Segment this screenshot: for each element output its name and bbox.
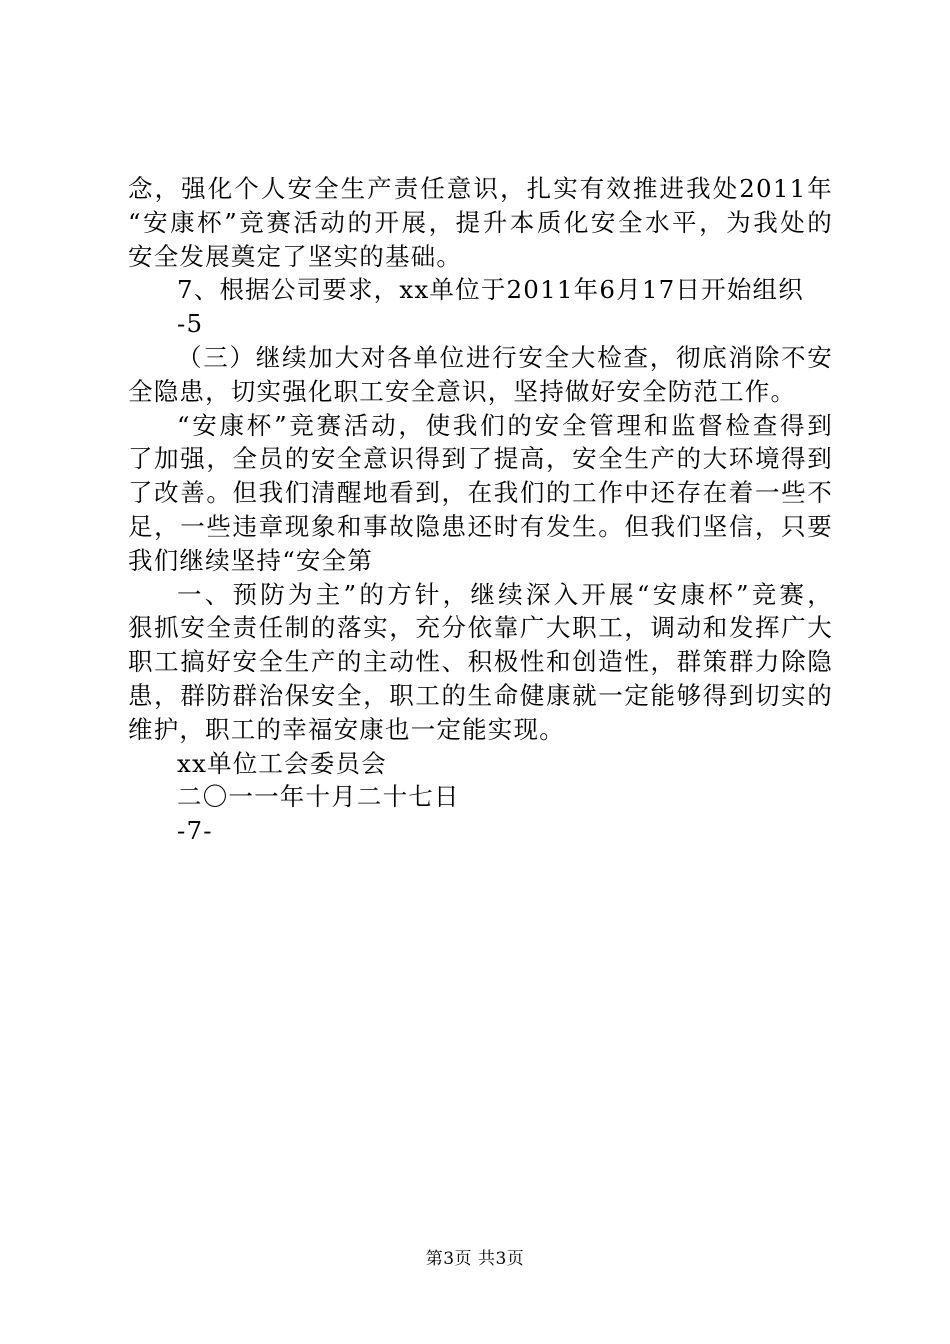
text-line: 念，强化个人安全生产责任意识，扎实有效推进我处2011年 xyxy=(128,174,833,203)
signature-org: xx单位工会委员会 xyxy=(177,748,387,778)
text-line: （三）继续加大对各单位进行安全大检查，彻底消除不安 xyxy=(177,342,833,372)
text-line: “安康杯”竞赛活动的开展，提升本质化安全水平，为我处的 xyxy=(128,207,833,237)
document-body xyxy=(128,172,833,848)
text-line: 职工搞好安全生产的主动性、积极性和创造性，群策群力除隐 xyxy=(128,647,833,677)
text-line: 一、预防为主”的方针，继续深入开展“安康杯”竞赛， xyxy=(177,579,833,609)
text-line: 维护，职工的幸福安康也一定能实现。 xyxy=(128,714,565,744)
text-line: 我们继续坚持“安全第 xyxy=(128,545,374,575)
text-line: 足，一些违章现象和事故隐患还时有发生。但我们坚信，只要 xyxy=(128,511,833,541)
page-footer: 第3页 共3页 xyxy=(425,1249,525,1269)
text-line: 了改善。但我们清醒地看到，在我们的工作中还存在着一些不 xyxy=(128,478,833,508)
text-line: 狠抓安全责任制的落实，充分依靠广大职工，调动和发挥广大 xyxy=(128,613,833,643)
text-line: 了加强，全员的安全意识得到了提高，安全生产的大环境得到 xyxy=(128,444,833,474)
text-line: “安康杯”竞赛活动，使我们的安全管理和监督检查得到 xyxy=(177,410,833,440)
text-line: 全隐患，切实强化职工安全意识，坚持做好安全防范工作。 xyxy=(128,376,797,406)
text-line: 患，群防群治保安全，职工的生命健康就一定能够得到切实的 xyxy=(128,680,833,710)
page-marker: -5 xyxy=(177,309,204,339)
text-line: 7、根据公司要求，xx单位于2011年6月17日开始组织 xyxy=(177,275,804,305)
signature-date: 二〇一一年十月二十七日 xyxy=(177,782,460,812)
text-line: 安全发展奠定了坚实的基础。 xyxy=(128,241,463,271)
page-marker: -7- xyxy=(177,816,213,846)
